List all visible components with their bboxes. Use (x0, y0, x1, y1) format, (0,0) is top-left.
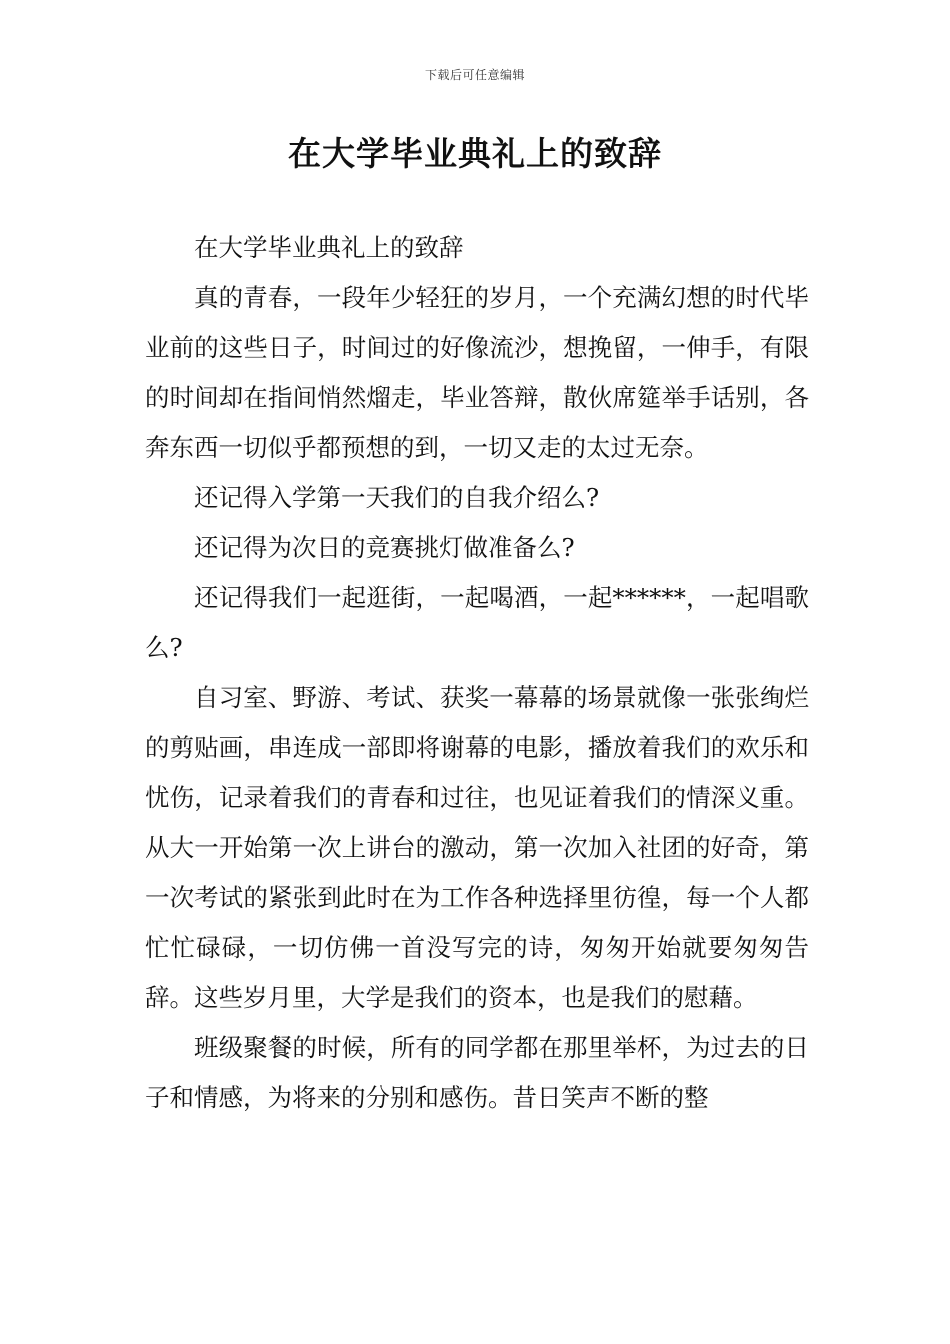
paragraph: 班级聚餐的时候，所有的同学都在那里举杯，为过去的日子和情感，为将来的分别和感伤。昔日笑声不断的整 (145, 1033, 809, 1112)
document-title: 在大学毕业典礼上的致辞 (288, 134, 662, 173)
paragraph: 还记得为次日的竞赛挑灯做准备么? (194, 533, 575, 562)
paragraph-subtitle: 在大学毕业典礼上的致辞 (194, 233, 464, 262)
paragraph: 真的青春，一段年少轻狂的岁月，一个充满幻想的时代毕业前的这些日子，时间过的好像流沙，想挽留，一伸手，有限的时间却在指间悄然熘走，毕业答辩，散伙席筵举手话别，各奔东西一切似乎都预想的到，一切又走的太过无奈。 (145, 283, 809, 462)
paragraph: 还记得入学第一天我们的自我介绍么? (194, 483, 600, 512)
paragraph: 自习室、野游、考试、获奖一幕幕的场景就像一张张绚烂的剪贴画，串连成一部即将谢幕的电影，播放着我们的欢乐和忧伤，记录着我们的青春和过往，也见证着我们的情深义重。从大一开始第一次上讲台的激动，第一次加入社团的好奇，第一次考试的紧张到此时在为工作各种选择里彷徨，每一个人都忙忙碌碌，一切仿佛一首没写完的诗，匆匆开始就要匆匆告辞。这些岁月里，大学是我们的资本，也是我们的慰藉。 (145, 683, 809, 1012)
document-body (145, 223, 809, 1123)
header-note: 下载后可任意编辑 (424, 68, 525, 82)
paragraph: 还记得我们一起逛街，一起喝酒，一起******，一起唱歌么? (145, 583, 809, 662)
